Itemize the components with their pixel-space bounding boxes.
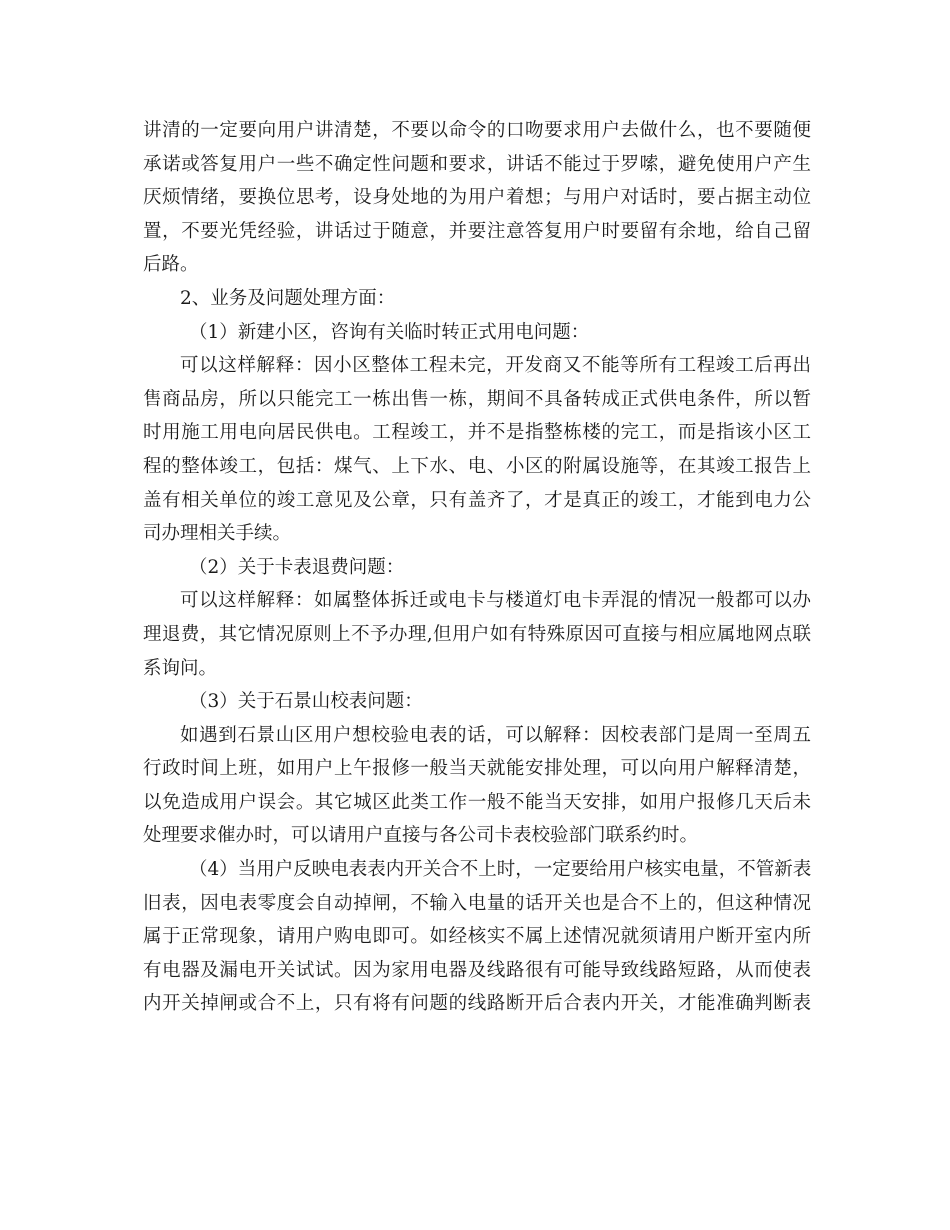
text-line: 时用施工用电向居民供电。工程竣工，并不是指整栋楼的完工，而是指该小区工	[143, 422, 811, 444]
text-line: 如遇到石景山区用户想校验电表的话，可以解释：因校表部门是周一至周五	[180, 724, 811, 746]
text-line: 内开关掉闸或合不上，只有将有问题的线路断开后合表内开关，才能准确判断表	[143, 993, 811, 1015]
text-line: 以免造成用户误会。其它城区此类工作一般不能当天安排，如用户报修几天后未	[143, 791, 811, 813]
text-line: 厌烦情绪，要换位思考，设身处地的为用户着想；与用户对话时，要占据主动位	[143, 187, 811, 209]
text-line: （3）关于石景山校表问题：	[189, 691, 423, 713]
text-line: 盖有相关单位的竣工意见及公章，只有盖齐了，才是真正的竣工，才能到电力公	[143, 489, 811, 511]
text-line: 旧表，因电表零度会自动掉闸，不输入电量的话开关也是合不上的，但这种情况	[143, 892, 811, 914]
text-line: 讲清的一定要向用户讲清楚，不要以命令的口吻要求用户去做什么，也不要随便	[143, 120, 811, 141]
document-body	[143, 114, 811, 1021]
text-line: 可以这样解释：因小区整体工程未完，开发商又不能等所有工程竣工后再出	[180, 355, 811, 377]
text-line: 属于正常现象，请用户购电即可。如经核实不属上述情况就须请用户断开室内所	[143, 926, 811, 948]
text-line: 行政时间上班，如用户上午报修一般当天就能安排处理，可以向用户解释清楚，	[143, 758, 811, 780]
text-line: 2、业务及问题处理方面：	[180, 287, 396, 309]
text-line: （1）新建小区，咨询有关临时转正式用电问题：	[189, 321, 590, 343]
text-line: 有电器及漏电开关试试。因为家用电器及线路很有可能导致线路短路，从而使表	[143, 959, 811, 981]
text-line: 理退费，其它情况原则上不予办理,但用户如有特殊原因可直接与相应属地网点联	[143, 623, 811, 645]
text-line: 后路。	[143, 254, 199, 276]
text-line: 处理要求催办时，可以请用户直接与各公司卡表校验部门联系约时。	[143, 825, 699, 847]
text-line: 司办理相关手续。	[143, 523, 292, 545]
text-line: 程的整体竣工，包括：煤气、上下水、电、小区的附属设施等，在其竣工报告上	[143, 455, 811, 477]
text-line: 承诺或答复用户一些不确定性问题和要求，讲话不能过于罗嗦，避免使用户产生	[143, 153, 811, 175]
text-line: 可以这样解释：如属整体拆迁或电卡与楼道灯电卡弄混的情况一般都可以办	[180, 590, 811, 612]
text-line: 售商品房，所以只能完工一栋出售一栋，期间不具备转成正式供电条件，所以暂	[143, 388, 811, 410]
text-line: 系询问。	[143, 657, 218, 679]
text-line: （4）当用户反映电表表内开关合不上时，一定要给用户核实电量，不管新表	[189, 859, 812, 881]
text-line: （2）关于卡表退费问题：	[189, 556, 405, 578]
text-line: 置，不要光凭经验，讲话过于随意，并要注意答复用户时要留有余地，给自己留	[143, 220, 811, 242]
